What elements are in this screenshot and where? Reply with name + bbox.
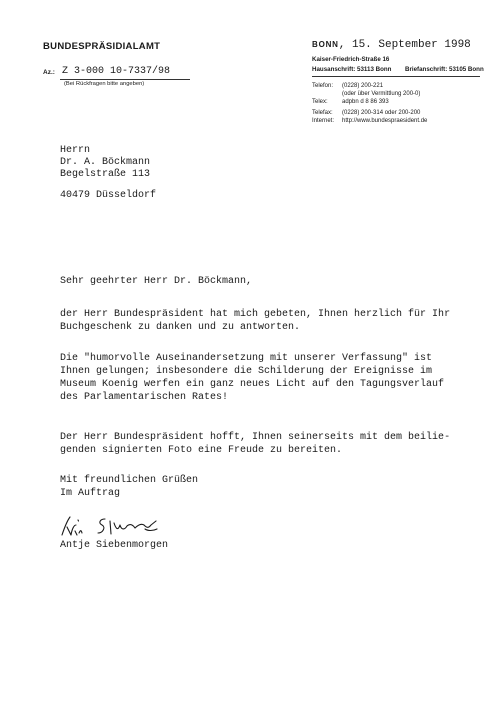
- office-name: BUNDESPRÄSIDIALAMT: [43, 41, 161, 52]
- telefax-label: Telefax:: [312, 110, 333, 116]
- reference-note: (Bei Rückfragen bitte angeben): [64, 81, 145, 87]
- signatory-name: Antje Siebenmorgen: [60, 540, 169, 551]
- telefax-value: (0228) 200-314 oder 200-200: [342, 110, 421, 116]
- recipient-name: Dr. A. Böckmann: [60, 157, 151, 168]
- paragraph-3-line: genden signierten Foto eine Freude zu bereiten.: [60, 445, 343, 456]
- recipient-salutation: Herrn: [60, 145, 91, 156]
- on-behalf: Im Auftrag: [60, 488, 121, 499]
- address-divider: [312, 76, 480, 77]
- paragraph-1-line: der Herr Bundespräsident hat mich gebeten, Ihnen herzlich für Ihr: [60, 309, 451, 320]
- place-name: BONN: [312, 40, 339, 49]
- telefon-value: (0228) 200-221: [342, 83, 384, 89]
- paragraph-2-line: Die "humorvolle Auseinandersetzung mit unserer Verfassung" ist: [60, 353, 433, 364]
- reference-label: Az.:: [43, 69, 55, 76]
- paragraph-2-line: des Parlamentarischen Rates!: [60, 392, 229, 403]
- internet-value: http://www.bundespraesident.de: [342, 118, 428, 124]
- recipient-street: Begelstraße 113: [60, 169, 151, 180]
- paragraph-2-line: Ihnen gelungen; insbesondere die Schilderung der Ereignisse im: [60, 366, 433, 377]
- letter-closing: Mit freundlichen Grüßen: [60, 475, 199, 486]
- paragraph-2-line: Museum Koenig werfen ein ganz neues Licht auf den Tagungsverlauf: [60, 379, 445, 390]
- letter-greeting: Sehr geehrter Herr Dr. Böckmann,: [60, 276, 253, 287]
- reference-number: Z 3-000 10-7337/98: [62, 66, 171, 77]
- telefon-note: (oder über Vermittlung 200-0): [342, 91, 421, 97]
- telefon-label: Telefon:: [312, 83, 334, 89]
- office-street: Kaiser-Friedrich-Straße 16: [312, 56, 390, 63]
- paragraph-1-line: Buchgeschenk zu danken und zu antworten.: [60, 322, 301, 333]
- telex-value: adpbn d 8 86 393: [342, 99, 389, 105]
- internet-label: Internet:: [312, 118, 335, 124]
- telex-label: Telex:: [312, 99, 328, 105]
- reference-underline: [60, 79, 190, 80]
- paragraph-3-line: Der Herr Bundespräsident hofft, Ihnen seinerseits mit dem beilie-: [60, 432, 451, 443]
- place-date: [312, 39, 471, 52]
- recipient-city: 40479 Düsseldorf: [60, 190, 157, 201]
- house-address: Hausanschrift: 53113 Bonn: [312, 66, 392, 73]
- handwritten-signature: [58, 511, 188, 541]
- letter-address: Briefanschrift: 53105 Bonn: [405, 66, 484, 73]
- letter-date: , 15. September 1998: [338, 39, 471, 51]
